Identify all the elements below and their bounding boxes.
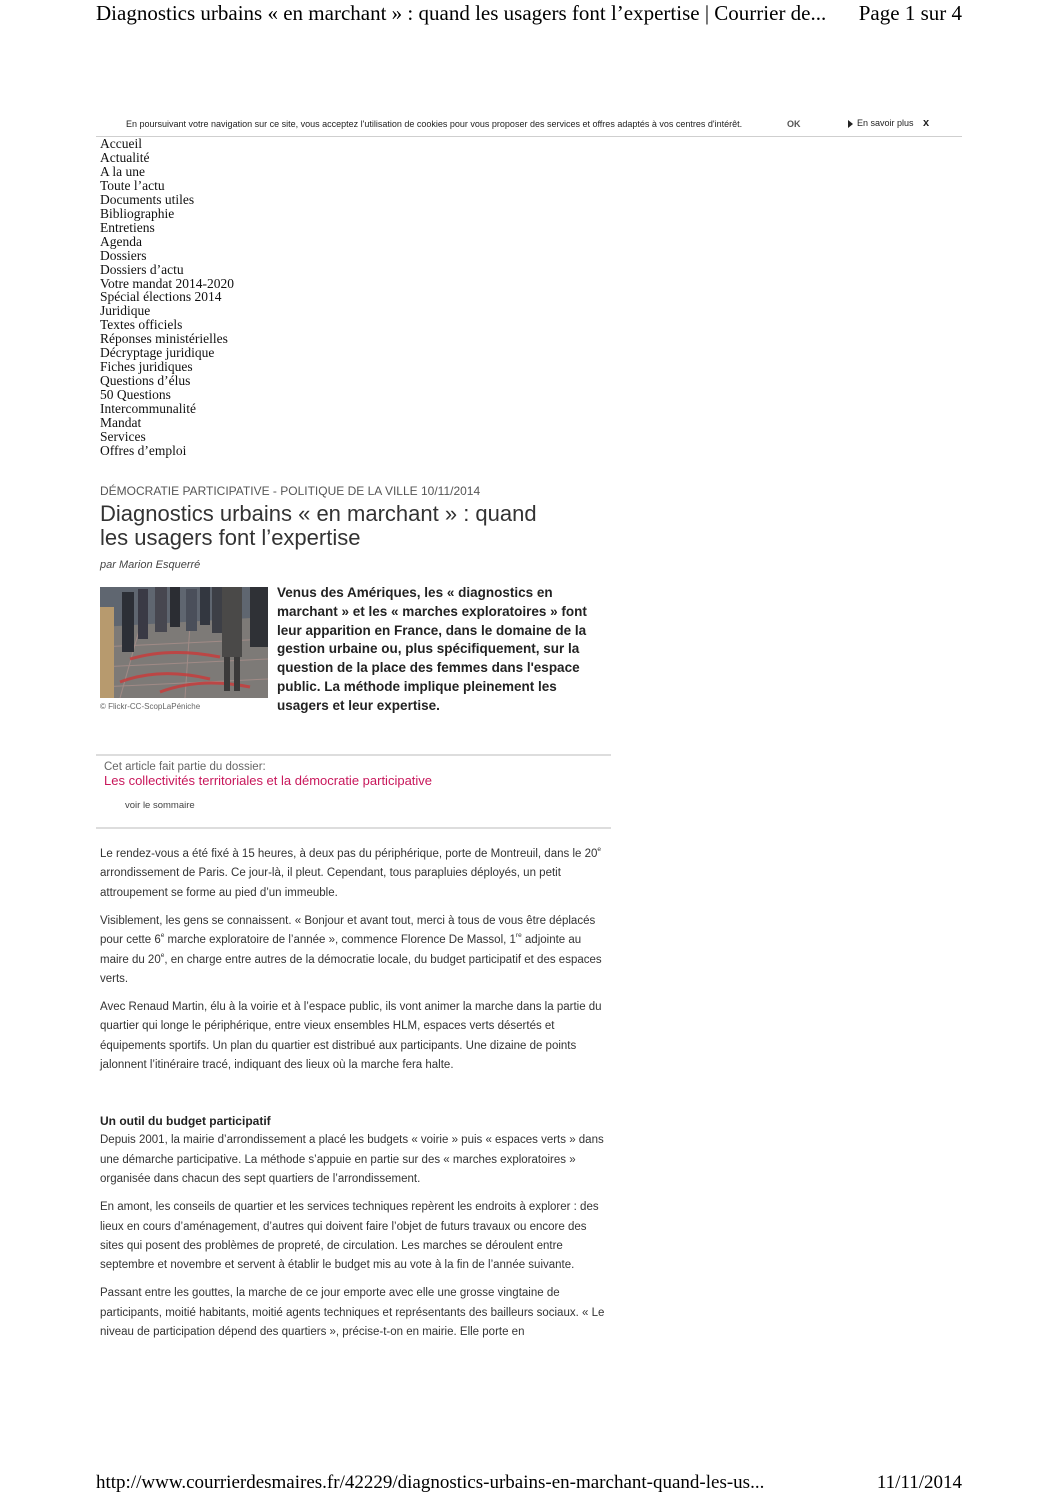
cookie-close-button[interactable]: x: [923, 117, 930, 129]
nav-item-entretiens[interactable]: Entretiens: [100, 219, 155, 235]
article-body: [100, 845, 606, 1351]
lead-photo: [100, 587, 268, 698]
print-footer: [96, 1472, 962, 1498]
dossier-box: [96, 754, 611, 829]
nav-item-votre-mandat[interactable]: Votre mandat 2014-2020: [100, 275, 234, 291]
lead-photo-illustration: [100, 587, 268, 698]
nav-item-special-elections[interactable]: Spécial élections 2014: [100, 289, 222, 305]
print-footer-url: http://www.courrierdesmaires.fr/42229/diagnostics-urbains-en-marchant-quand-les-us...: [96, 1472, 765, 1493]
body-paragraph: Le rendez-vous a été fixé à 15 heures, à deux pas du périphérique, porte de Montreuil, dans le 20e arrondissement de Paris. Ce jour-là, il pleut. Cependant, tous parapluies déployés, un petit attroupement se forme au pied d’un immeuble.: [100, 846, 602, 899]
print-header: [96, 0, 962, 28]
nav-item-50-questions[interactable]: 50 Questions: [100, 387, 171, 403]
nav-item-toute-l-actu[interactable]: Toute l’actu: [100, 177, 165, 193]
nav-item-textes-officiels[interactable]: Textes officiels: [100, 317, 183, 333]
print-header-page-number: Page 1 sur 4: [858, 1, 962, 25]
print-header-title: Diagnostics urbains « en marchant » : quand les usagers font l’expertise | Courrier de...: [96, 1, 827, 25]
cookie-learn-more-label: En savoir plus: [857, 118, 914, 128]
body-paragraph: En amont, les conseils de quartier et les services techniques repèrent les endroits à explorer : des lieux en cours d’aménagement, d’autres qui doivent faire l’objet de futurs travaux ou encore des sites qui posent des problèmes de propreté, de circulation. Les marches se déroulent entre septembre et novembre et servent à établir le budget mis au vote à la fin de l’année suivante.: [100, 1201, 599, 1272]
body-subheading: Un outil du budget participatif: [100, 1114, 271, 1129]
nav-item-actualite[interactable]: Actualité: [100, 149, 150, 165]
dossier-summary-link[interactable]: voir le sommaire: [125, 800, 195, 811]
nav-item-a-la-une[interactable]: A la une: [100, 163, 145, 179]
article-title: Diagnostics urbains « en marchant » : quand les usagers font l’expertise: [100, 501, 537, 550]
nav-item-questions-d-elus[interactable]: Questions d’élus: [100, 373, 191, 389]
nav-item-juridique[interactable]: Juridique: [100, 303, 151, 319]
nav-item-documents-utiles[interactable]: Documents utiles: [100, 191, 195, 207]
article-meta: [100, 484, 480, 498]
cookie-ok-button[interactable]: OK: [787, 119, 801, 129]
nav-item-accueil[interactable]: Accueil: [100, 136, 142, 151]
nav-item-reponses-ministerielles[interactable]: Réponses ministérielles: [100, 331, 228, 347]
nav-item-offres-d-emploi[interactable]: Offres d’emploi: [100, 442, 187, 458]
article-category[interactable]: DÉMOCRATIE PARTICIPATIVE - POLITIQUE DE LA VILLE: [100, 484, 418, 498]
nav-item-dossiers-d-actu[interactable]: Dossiers d’actu: [100, 261, 184, 277]
dossier-link[interactable]: Les collectivités territoriales et la démocratie participative: [104, 773, 433, 788]
body-paragraph: Visiblement, les gens se connaissent. « Bonjour et avant tout, merci à tous de vous être déplacés pour cette 6e marche exploratoire de l’année », commence Florence De Massol, 1re adjointe au maire du 20e, en charge entre autres de la démocratie locale, du budget participatif et des espaces verts.: [100, 914, 602, 985]
print-footer-date: 11/11/2014: [876, 1472, 962, 1493]
body-paragraph: Avec Renaud Martin, élu à la voirie et à l’espace public, ils vont animer la marche dans la partie du quartier qui longe le périphérique, entre vieux ensembles HLM, espaces verts désertés et équipements sportifs. Un plan du quartier est distribué aux participants. Une dizaine de points jalonnent l’itinéraire tracé, indiquant des lieux où la marche fera halte.: [100, 1000, 602, 1072]
body-paragraph: Passant entre les gouttes, la marche de ce jour emporte avec elle une grosse vingtaine de participants, moitié habitants, moitié agents techniques et représentants des bailleurs sociaux. « Le niveau de participation dépend des quartiers », précise-t-on en mairie. Elle porte en: [100, 1287, 605, 1339]
nav-item-bibliographie[interactable]: Bibliographie: [100, 205, 175, 221]
play-arrow-icon: [848, 120, 853, 128]
dossier-intro: Cet article fait partie du dossier:: [104, 761, 266, 773]
nav-item-decryptage-juridique[interactable]: Décryptage juridique: [100, 345, 215, 361]
body-paragraph: Depuis 2001, la mairie d’arrondissement a placé les budgets « voirie » puis « espaces verts » dans une démarche participative. La méthode s’appuie en partie sur des « marches exploratoires » organisée dans chacun des sept quartiers de l’arrondissement.: [100, 1134, 604, 1186]
nav-item-fiches-juridiques[interactable]: Fiches juridiques: [100, 359, 193, 375]
cookie-learn-more-link[interactable]: [848, 118, 914, 128]
nav-item-agenda[interactable]: Agenda: [100, 233, 142, 249]
photo-credit: © Flickr-CC-ScopLaPéniche: [100, 702, 201, 711]
nav-item-dossiers[interactable]: Dossiers: [100, 247, 147, 263]
article-lead-paragraph: Venus des Amériques, les « diagnostics en marchant » et les « marches exploratoires » font leur apparition en France, dans le domaine de la gestion urbaine ou, plus spécifiquement, sur la question de la place des femmes dans l'espace public. La méthode implique pleinement les usagers et leur expertise.: [277, 585, 587, 713]
article-date: 10/11/2014: [420, 484, 481, 498]
nav-item-intercommunalite[interactable]: Intercommunalité: [100, 401, 196, 417]
nav-item-services[interactable]: Services: [100, 429, 146, 445]
cookie-banner-text: En poursuivant votre navigation sur ce site, vous acceptez l'utilisation de cookies pour vous proposer des services et offres adaptés à vos centres d'intérêt.: [126, 119, 743, 129]
main-navigation: [100, 137, 234, 458]
article-byline: par Marion Esquerré: [100, 559, 201, 571]
cookie-banner: [96, 112, 962, 137]
nav-item-mandat[interactable]: Mandat: [100, 415, 142, 431]
